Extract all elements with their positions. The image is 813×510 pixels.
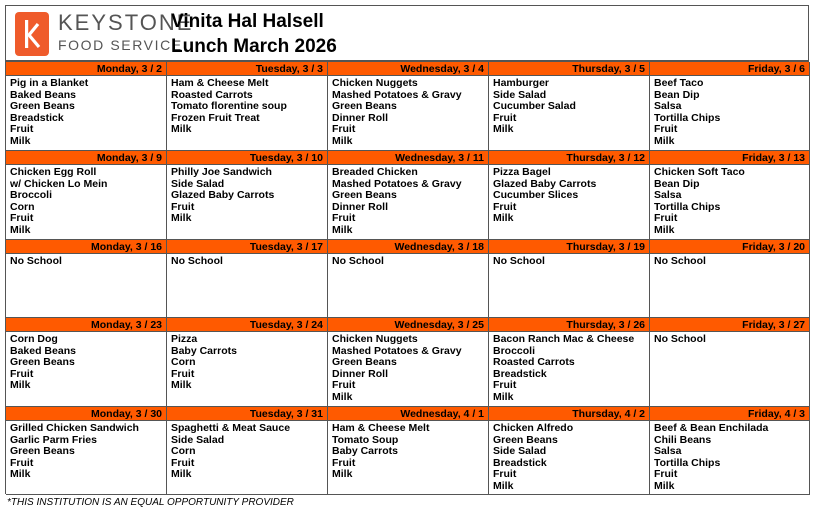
menu-item: Milk bbox=[654, 134, 675, 147]
menu-item: Fruit bbox=[332, 379, 356, 392]
menu-item: Corn bbox=[171, 445, 196, 458]
menu-item: No School bbox=[654, 255, 706, 267]
menu-item-list bbox=[328, 165, 488, 237]
day-header: Wednesday, 3 / 4 bbox=[328, 62, 488, 76]
day-cell bbox=[650, 62, 810, 151]
day-cell bbox=[489, 62, 650, 151]
menu-item-list bbox=[489, 332, 649, 404]
day-header: Thursday, 3 / 19 bbox=[489, 240, 649, 254]
menu-item: w/ Chicken Lo Mein bbox=[10, 177, 108, 190]
menu-item: Fruit bbox=[332, 123, 356, 136]
menu-item: Tortilla Chips bbox=[654, 200, 721, 213]
menu-item: Milk bbox=[332, 468, 353, 481]
menu-item: No School bbox=[493, 255, 545, 267]
menu-item: Roasted Carrots bbox=[171, 88, 253, 101]
menu-item: Chicken Nuggets bbox=[332, 77, 418, 89]
menu-item-list bbox=[650, 421, 809, 493]
day-header: Friday, 3 / 20 bbox=[650, 240, 809, 254]
day-header: Tuesday, 3 / 24 bbox=[167, 318, 327, 332]
day-header: Tuesday, 3 / 17 bbox=[167, 240, 327, 254]
day-cell bbox=[167, 151, 328, 240]
day-cell bbox=[167, 318, 328, 407]
day-cell bbox=[489, 151, 650, 240]
menu-item: Breadstick bbox=[493, 456, 547, 469]
menu-item: Fruit bbox=[10, 212, 34, 225]
menu-item: Milk bbox=[171, 123, 192, 136]
menu-item: Milk bbox=[10, 134, 31, 147]
day-header: Thursday, 3 / 5 bbox=[489, 62, 649, 76]
menu-item: Fruit bbox=[10, 367, 34, 380]
menu-item: Spaghetti & Meat Sauce bbox=[171, 422, 291, 434]
day-header: Wednesday, 3 / 18 bbox=[328, 240, 488, 254]
menu-item: Corn bbox=[171, 356, 196, 369]
menu-item: Chili Beans bbox=[654, 433, 712, 446]
menu-item: Milk bbox=[10, 223, 31, 236]
menu-item: Dinner Roll bbox=[332, 367, 389, 380]
menu-item: Broccoli bbox=[493, 344, 536, 357]
menu-item: Fruit bbox=[654, 123, 678, 136]
day-cell bbox=[6, 240, 167, 318]
menu-item: Fruit bbox=[171, 200, 195, 213]
menu-item: Fruit bbox=[10, 123, 34, 136]
menu-item-list bbox=[6, 421, 166, 481]
school-name: Vinita Hal Halsell bbox=[171, 11, 324, 32]
menu-calendar-grid bbox=[5, 61, 809, 494]
menu-item: Roasted Carrots bbox=[493, 356, 575, 369]
menu-item: Pizza bbox=[171, 333, 198, 345]
menu-item: Mashed Potatoes & Gravy bbox=[332, 344, 462, 357]
menu-title: Lunch March 2026 bbox=[171, 36, 337, 57]
menu-item: Corn bbox=[10, 200, 35, 213]
menu-item: Salsa bbox=[654, 445, 682, 458]
menu-item: Mashed Potatoes & Gravy bbox=[332, 88, 462, 101]
menu-item-list bbox=[6, 165, 166, 237]
menu-item: Fruit bbox=[654, 212, 678, 225]
menu-item-list bbox=[650, 332, 809, 346]
menu-item-list bbox=[6, 254, 166, 268]
menu-item: Fruit bbox=[493, 468, 517, 481]
menu-item: Milk bbox=[332, 390, 353, 403]
menu-item: Fruit bbox=[332, 212, 356, 225]
day-header: Wednesday, 3 / 25 bbox=[328, 318, 488, 332]
menu-item: Salsa bbox=[654, 100, 682, 113]
menu-item-list bbox=[167, 76, 327, 136]
menu-item: Baked Beans bbox=[10, 88, 76, 101]
menu-item: Beef & Bean Enchilada bbox=[654, 422, 769, 434]
menu-item: Baby Carrots bbox=[332, 445, 398, 458]
day-cell bbox=[6, 407, 167, 495]
menu-item: Breadstick bbox=[493, 367, 547, 380]
menu-item: Milk bbox=[493, 479, 514, 492]
menu-item: Green Beans bbox=[10, 356, 75, 369]
menu-item: Breadstick bbox=[10, 111, 64, 124]
day-header: Friday, 3 / 6 bbox=[650, 62, 809, 76]
menu-item-list bbox=[489, 254, 649, 268]
day-cell bbox=[6, 62, 167, 151]
day-header: Monday, 3 / 16 bbox=[6, 240, 166, 254]
menu-item: Fruit bbox=[171, 367, 195, 380]
menu-item-list bbox=[328, 332, 488, 404]
menu-item: Hamburger bbox=[493, 77, 550, 89]
day-cell bbox=[328, 151, 489, 240]
day-header: Wednesday, 4 / 1 bbox=[328, 407, 488, 421]
day-header: Thursday, 3 / 26 bbox=[489, 318, 649, 332]
menu-item: Milk bbox=[10, 379, 31, 392]
menu-item-list bbox=[328, 254, 488, 268]
menu-item-list bbox=[650, 76, 809, 148]
menu-item: Grilled Chicken Sandwich bbox=[10, 422, 139, 434]
menu-item: Tomato florentine soup bbox=[171, 100, 287, 113]
day-header: Friday, 4 / 3 bbox=[650, 407, 809, 421]
menu-item: Baby Carrots bbox=[171, 344, 237, 357]
menu-item-list bbox=[6, 332, 166, 392]
menu-item-list bbox=[328, 421, 488, 481]
menu-item: Corn Dog bbox=[10, 333, 58, 345]
day-header: Monday, 3 / 30 bbox=[6, 407, 166, 421]
day-header: Tuesday, 3 / 31 bbox=[167, 407, 327, 421]
day-cell bbox=[167, 407, 328, 495]
menu-item: Philly Joe Sandwich bbox=[171, 166, 272, 178]
day-cell bbox=[489, 407, 650, 495]
menu-item: Baked Beans bbox=[10, 344, 76, 357]
menu-item: Milk bbox=[332, 223, 353, 236]
menu-item: Ham & Cheese Melt bbox=[332, 422, 430, 434]
menu-item: Green Beans bbox=[332, 189, 397, 202]
day-cell bbox=[328, 318, 489, 407]
day-header: Tuesday, 3 / 10 bbox=[167, 151, 327, 165]
menu-item: Fruit bbox=[493, 111, 517, 124]
menu-item: Green Beans bbox=[10, 100, 75, 113]
menu-item-list bbox=[328, 76, 488, 148]
menu-page bbox=[5, 5, 809, 497]
menu-item-list bbox=[167, 165, 327, 225]
menu-item-list bbox=[650, 165, 809, 237]
menu-item-list bbox=[489, 421, 649, 493]
menu-item: Milk bbox=[10, 468, 31, 481]
menu-item: Milk bbox=[493, 212, 514, 225]
menu-item: Chicken Soft Taco bbox=[654, 166, 745, 178]
day-cell bbox=[167, 62, 328, 151]
menu-item: Dinner Roll bbox=[332, 200, 389, 213]
menu-item: No School bbox=[332, 255, 384, 267]
menu-item: Fruit bbox=[171, 456, 195, 469]
day-cell bbox=[6, 151, 167, 240]
menu-header bbox=[5, 5, 809, 61]
day-header: Monday, 3 / 23 bbox=[6, 318, 166, 332]
day-cell bbox=[650, 407, 810, 495]
menu-item: Milk bbox=[171, 468, 192, 481]
day-cell bbox=[489, 318, 650, 407]
day-cell bbox=[489, 240, 650, 318]
menu-item: Fruit bbox=[493, 200, 517, 213]
day-cell bbox=[650, 240, 810, 318]
menu-item: Fruit bbox=[493, 379, 517, 392]
menu-item: Green Beans bbox=[10, 445, 75, 458]
menu-item: Mashed Potatoes & Gravy bbox=[332, 177, 462, 190]
menu-item: Bacon Ranch Mac & Cheese bbox=[493, 333, 635, 345]
menu-item: Chicken Egg Roll bbox=[10, 166, 97, 178]
logo-name: KEYSTONE bbox=[58, 10, 194, 35]
day-cell bbox=[650, 318, 810, 407]
day-header: Thursday, 3 / 12 bbox=[489, 151, 649, 165]
menu-item: Side Salad bbox=[493, 445, 547, 458]
day-cell bbox=[167, 240, 328, 318]
menu-item: Milk bbox=[171, 379, 192, 392]
menu-item-list bbox=[489, 76, 649, 136]
menu-item: Cucumber Slices bbox=[493, 189, 579, 202]
day-header: Monday, 3 / 9 bbox=[6, 151, 166, 165]
day-cell bbox=[328, 62, 489, 151]
menu-item-list bbox=[167, 332, 327, 392]
day-header: Wednesday, 3 / 11 bbox=[328, 151, 488, 165]
menu-item: Pizza Bagel bbox=[493, 166, 551, 178]
menu-item: Ham & Cheese Melt bbox=[171, 77, 269, 89]
day-header: Friday, 3 / 13 bbox=[650, 151, 809, 165]
footer-notice: *THIS INSTITUTION IS AN EQUAL OPPORTUNITY PROVIDER bbox=[7, 497, 294, 508]
menu-item: Side Salad bbox=[171, 177, 225, 190]
menu-item: Fruit bbox=[332, 456, 356, 469]
menu-item: Beef Taco bbox=[654, 77, 704, 89]
menu-item: Garlic Parm Fries bbox=[10, 433, 97, 446]
menu-item-list bbox=[6, 76, 166, 148]
day-cell bbox=[6, 318, 167, 407]
menu-item: Side Salad bbox=[171, 433, 225, 446]
menu-item: Green Beans bbox=[332, 100, 397, 113]
menu-item: Tortilla Chips bbox=[654, 111, 721, 124]
menu-item: No School bbox=[654, 333, 706, 345]
menu-item: Chicken Alfredo bbox=[493, 422, 574, 434]
keystone-k-logo-icon bbox=[15, 12, 49, 56]
day-cell bbox=[328, 407, 489, 495]
menu-item-list bbox=[167, 421, 327, 481]
menu-item: Fruit bbox=[654, 468, 678, 481]
day-header: Monday, 3 / 2 bbox=[6, 62, 166, 76]
day-cell bbox=[650, 151, 810, 240]
menu-item: Glazed Baby Carrots bbox=[171, 189, 275, 202]
menu-item: Milk bbox=[654, 479, 675, 492]
menu-item: Milk bbox=[332, 134, 353, 147]
menu-item: Glazed Baby Carrots bbox=[493, 177, 597, 190]
menu-item: Tomato Soup bbox=[332, 433, 399, 446]
menu-item: Dinner Roll bbox=[332, 111, 389, 124]
menu-item: Cucumber Salad bbox=[493, 100, 576, 113]
menu-item: No School bbox=[171, 255, 223, 267]
menu-item: Milk bbox=[654, 223, 675, 236]
menu-item: Milk bbox=[171, 212, 192, 225]
menu-item: Fruit bbox=[10, 456, 34, 469]
menu-item-list bbox=[167, 254, 327, 268]
logo-subtitle: FOOD SERVICE bbox=[58, 37, 183, 53]
menu-item: Tortilla Chips bbox=[654, 456, 721, 469]
day-header: Thursday, 4 / 2 bbox=[489, 407, 649, 421]
menu-item: Broccoli bbox=[10, 189, 53, 202]
menu-item: Milk bbox=[493, 123, 514, 136]
menu-item: Green Beans bbox=[493, 433, 558, 446]
day-header: Tuesday, 3 / 3 bbox=[167, 62, 327, 76]
menu-item: Bean Dip bbox=[654, 177, 700, 190]
menu-item: Pig in a Blanket bbox=[10, 77, 89, 89]
menu-item: Side Salad bbox=[493, 88, 547, 101]
menu-item-list bbox=[650, 254, 809, 268]
menu-item: Frozen Fruit Treat bbox=[171, 111, 260, 124]
menu-item: Salsa bbox=[654, 189, 682, 202]
menu-item: Bean Dip bbox=[654, 88, 700, 101]
menu-item: Breaded Chicken bbox=[332, 166, 418, 178]
menu-item: Green Beans bbox=[332, 356, 397, 369]
menu-item: Milk bbox=[493, 390, 514, 403]
menu-item: Chicken Nuggets bbox=[332, 333, 418, 345]
menu-item: No School bbox=[10, 255, 62, 267]
menu-item-list bbox=[489, 165, 649, 225]
day-header: Friday, 3 / 27 bbox=[650, 318, 809, 332]
day-cell bbox=[328, 240, 489, 318]
